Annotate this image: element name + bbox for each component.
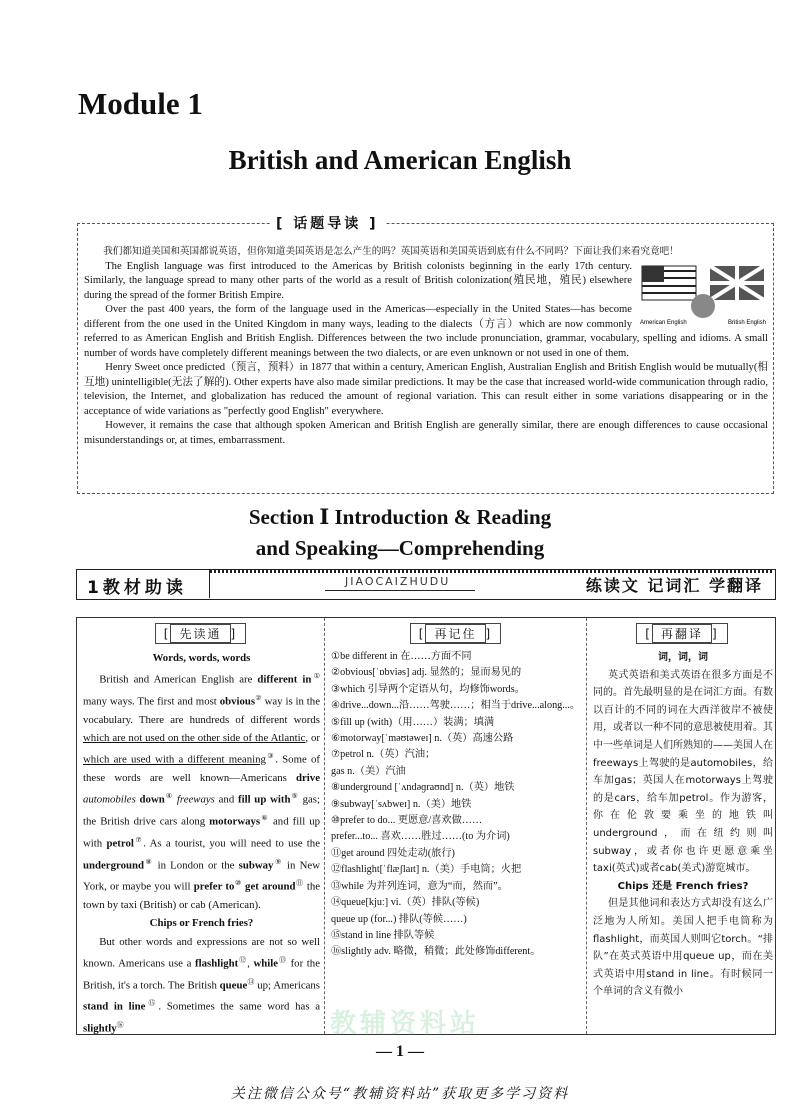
translation-title: 词，词，词 bbox=[658, 652, 708, 663]
flags-illustration bbox=[638, 262, 768, 330]
translation-text bbox=[587, 641, 777, 1001]
vocab-note: ⑥motorway[ˈməʊtəweɪ] n.（英）高速公路 bbox=[331, 733, 514, 745]
vocab-note: ⑨subway[ˈsʌbweɪ] n.（美）地铁 bbox=[331, 798, 472, 810]
vocab-note: ⑦petrol n.（英）汽油； bbox=[331, 749, 436, 761]
svg-text:American English: American English bbox=[640, 319, 687, 326]
column-header-translate: [ 再翻译 ] bbox=[587, 623, 777, 641]
vocab-note: ⑩prefer to do... 更愿意/喜欢做…… bbox=[331, 815, 483, 827]
banner-underline bbox=[325, 590, 475, 591]
page-title: British and American English bbox=[228, 145, 572, 175]
column-header-memorize: [ 再记住 ] bbox=[325, 623, 586, 641]
banner-tab: 1教材助读 bbox=[77, 570, 210, 598]
intro-chinese-lead: 我们都知道美国和英国都说英语，但你知道美国英语是怎么产生的吗？英国英语和美国英语到底有什么不同吗？下面让我们来看究竟吧！ bbox=[103, 246, 679, 257]
vocab-note: gas n.（美）汽油 bbox=[331, 765, 406, 777]
banner-slogan: 练读文 记词汇 学翻译 bbox=[585, 576, 763, 595]
footer-note: 关注微信公众号“教辅资料站”获取更多学习资料 bbox=[230, 1086, 570, 1102]
intro-paragraph-2: Over the past 400 years, the form of the language used in the Americas—especially in the United States—has become different from the one used in the United Kingdom in many ways, leading to the dialects（方言）which are now commonly referred to as American English and British English. Differences between the two include pronunciation, grammar, vocabulary, spelling and idioms. A small number of words have completely different meanings between the two dialects, or are even unknown or not used in one of them. bbox=[84, 304, 768, 359]
page-number: — 1 — bbox=[376, 1043, 424, 1060]
topic-intro-text bbox=[84, 245, 768, 448]
module-heading: Module 1 bbox=[78, 86, 203, 121]
reading-subtitle: Chips or French fries? bbox=[149, 917, 254, 930]
intro-paragraph-4: However, it remains the case that although spoken American and British English are generally similar, there are enough differences to cause occasional misunderstandings or, at times, embarrassment. bbox=[84, 420, 768, 446]
vocab-note: ⑤fill up (with)（用……）装满；填满 bbox=[331, 716, 495, 728]
translation-column bbox=[587, 618, 777, 1034]
topic-intro-label: [ 话题导读 ] bbox=[270, 213, 385, 233]
vocab-note: ①be different in 在……方面不同 bbox=[331, 651, 472, 662]
banner-pinyin: JIAOCAIZHUDU bbox=[345, 575, 451, 588]
svg-text:British English: British English bbox=[728, 319, 767, 326]
vocab-note: ⑬while 为并列连词，意为“而，然而”。 bbox=[331, 880, 508, 892]
vocab-note: ④drive...down...沿……驾驶……；相当于drive...along...。 bbox=[331, 700, 581, 712]
vocab-note: ⑯slightly adv. 略微，稍微；此处修饰different。 bbox=[331, 946, 541, 958]
vocab-note: ⑭queue[kjuː] vi.（英）排队(等候) bbox=[331, 897, 480, 909]
column-header-read: [ 先读通 ] bbox=[77, 623, 324, 641]
watermark: 教辅资料站 bbox=[330, 1009, 481, 1039]
vocab-note: ⑧underground [ˈʌndəɡraʊnd] n.（英）地铁 bbox=[331, 782, 515, 794]
topic-intro-box bbox=[77, 216, 774, 494]
translation-subtitle: Chips 还是 French fries? bbox=[617, 880, 749, 892]
section-title-line1: Section Ⅰ Introduction & Reading bbox=[248, 505, 552, 529]
reading-text: Words, words, words British and American English are different in① many ways. The first and most obvious② way is in the vocabulary. There are hundreds of different words which are not used on the other side of the Atlantic, or which are used with a different meaning③. Some of these words are well known—Americans drive automobiles down④ freeways and fill up with⑤ gas; the British drive cars along motorways⑥ and fill up with petrol⑦. As a tourist, you will need to use the underground⑧ in London or the subway⑨ in New York, or maybe you will prefer to⑩ get around⑪ the town by taxi (British) or cab (American). Chips or French fries? But other words and expressions are not so well known. Americans use a flashlight⑫, while⑬ for the British, it's a torch. The British queue⑭ up; Americans stand in line⑮. Sometimes the same word has a slightly⑯ bbox=[77, 641, 324, 1034]
reading-title: Words, words, words bbox=[152, 652, 251, 664]
reading-column bbox=[77, 618, 324, 1034]
section-title-line2: and Speaking—Comprehending bbox=[255, 536, 545, 560]
vocab-note: ③which 引导两个定语从句，均修饰words。 bbox=[331, 683, 525, 695]
intro-paragraph-1: The English language was first introduced to the Americas by British colonists beginning in the early 17th century. Similarly, the language spread to many other parts of the world as a result of British colonization(殖民地，殖民) elsewhere during the spread of the former British Empire. bbox=[84, 260, 632, 301]
vocab-note: ②obvious[ˈɒbviəs] adj. 显然的；显而易见的 bbox=[331, 667, 522, 679]
vocabulary-notes bbox=[325, 641, 586, 961]
vocab-note: ⑪get around 四处走动(旅行) bbox=[331, 847, 455, 859]
intro-paragraph-3: Henry Sweet once predicted（预言，预料）in 1877 that within a century, American English, Australian English and British English would be mutually(相互地) unintelligible(无法了解的). Other experts have also made similar predictions. It may be the case that increased world-wide communication through radio, television, the Internet, and globalization has reduced the amount of regional variation. This can result either in some variations disappearing or in the acceptance of wide variations as "perfectly good English" everywhere. bbox=[84, 362, 768, 417]
vocab-note: queue up (for...) 排队(等候……) bbox=[331, 913, 467, 925]
vocab-note: ⑮stand in line 排队等候 bbox=[331, 929, 435, 941]
vocabulary-column bbox=[324, 618, 587, 1034]
vocab-note: ⑫flashlight[ˈflæʃlaɪt] n.（美）手电筒；火把 bbox=[331, 864, 522, 876]
textbook-guide-banner bbox=[76, 569, 776, 600]
translation-paragraph-1: 英式英语和美式英语在很多方面是不同的。首先最明显的是在词汇方面。有数以百计的不同的词在大西洋彼岸不被使用，或者以一种不同的意思被使用着。其中一些单词是人们所熟知的——美国人在freeways上驾驶的是automobiles，给车加gas；英国人在motorways上驾驶的是cars，给车加petrol。作为游客，你在伦敦要乘坐的地铁叫underground，而在纽约则叫subway，或者你也许更愿意乘坐taxi(英式)或者cab(美式)游览城市。 bbox=[593, 669, 773, 875]
three-column-study-area bbox=[76, 617, 776, 1035]
vocab-note: prefer...to... 喜欢……胜过……(to 为介词) bbox=[331, 831, 510, 843]
translation-paragraph-2: 但是其他词和表达方式却没有这么广泛地为人所知。美国人把手电筒称为flashlight，而英国人则叫它torch。“排队”在英式英语中用queue up，而在美式英语中用stand in line。有时候同一个单词的含义有微小 bbox=[593, 898, 773, 998]
